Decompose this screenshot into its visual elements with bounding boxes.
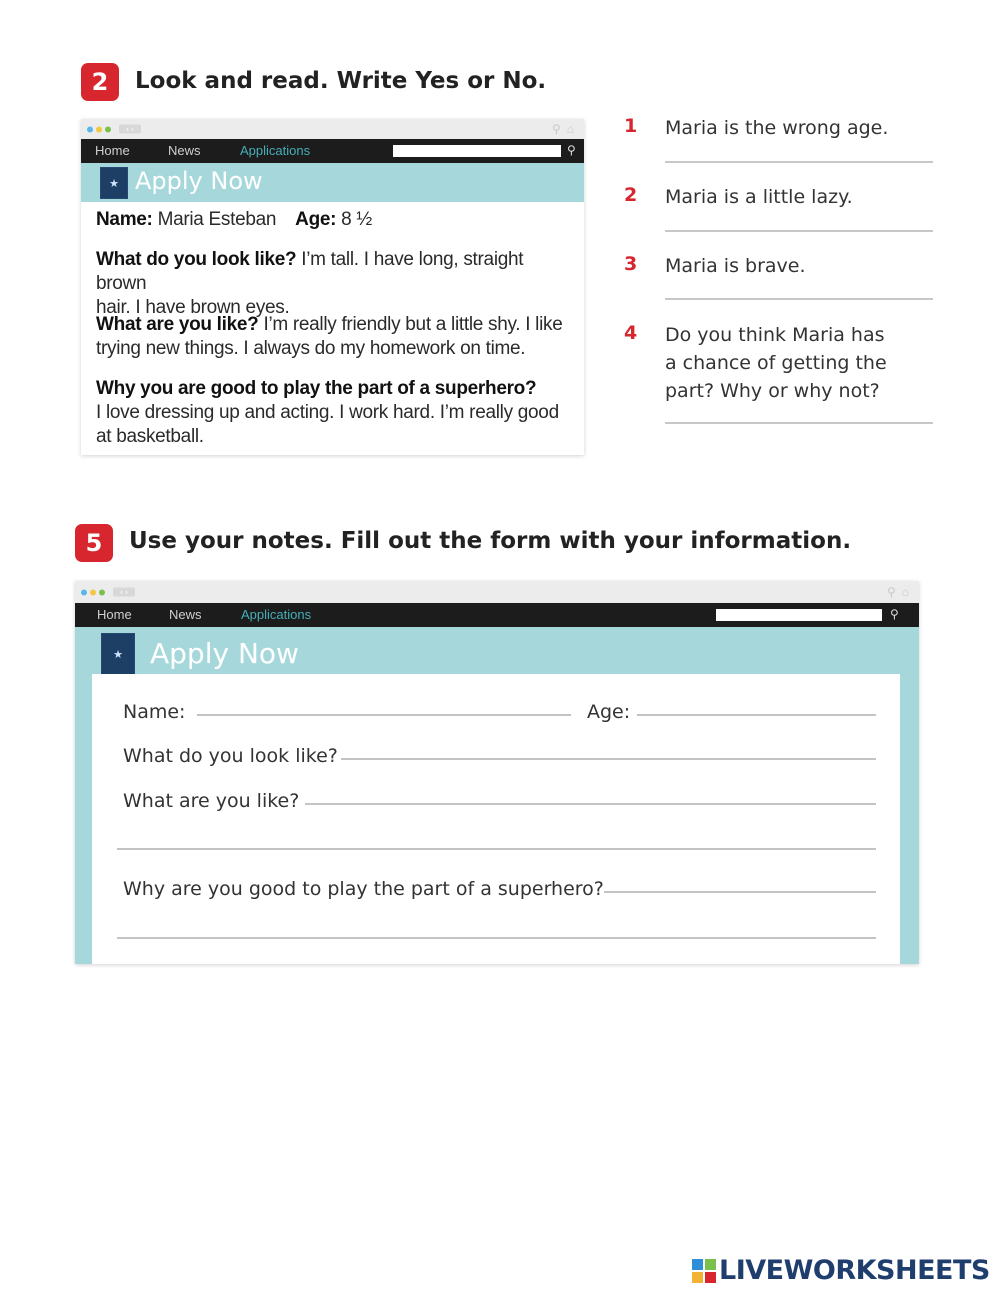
look-input-line[interactable]	[341, 758, 876, 760]
question-number: 2	[624, 184, 638, 206]
application-form	[92, 674, 900, 964]
yellow-dot-icon	[90, 589, 96, 595]
logo-square-icon	[692, 1272, 703, 1283]
exercise-2-badge	[81, 63, 119, 101]
logo-square-icon	[692, 1259, 703, 1270]
age-value: 8 ½	[341, 209, 372, 230]
question-number: 1	[624, 115, 638, 137]
like-extra-input-line[interactable]	[117, 848, 876, 850]
apply-now-banner	[75, 627, 919, 964]
form-name-label: Name:	[123, 701, 186, 723]
form-look-label: What do you look like?	[123, 745, 338, 767]
home-icon: ⌂	[901, 585, 909, 599]
answer-line[interactable]	[665, 298, 933, 300]
blue-dot-icon	[81, 589, 87, 595]
magnifier-icon: ⚲	[886, 585, 896, 599]
browser-nav-bar	[81, 139, 584, 163]
nav-news: News	[168, 143, 201, 158]
personality-text-1: I’m really friendly but a little shy. I like	[263, 314, 563, 335]
form-why-label: Why are you good to play the part of a superhero?	[123, 878, 604, 900]
answer-line[interactable]	[665, 422, 933, 424]
window-controls	[81, 588, 135, 597]
like-input-line[interactable]	[305, 803, 876, 805]
green-dot-icon	[105, 126, 111, 132]
personality-text-2: trying new things. I always do my homework on time.	[96, 338, 526, 359]
back-forward-arrows-icon: ‹ ›	[119, 125, 141, 134]
superhero-star-logo-icon: ★	[101, 633, 135, 675]
liveworksheets-logo-icon	[692, 1259, 716, 1283]
question-text: Maria is brave.	[665, 255, 806, 277]
liveworksheets-brand	[692, 1255, 990, 1286]
window-controls	[87, 125, 141, 134]
exercise-5-number: 5	[85, 529, 103, 557]
look-like-question: What do you look like?	[96, 249, 297, 270]
question-text: Maria is a little lazy.	[665, 186, 853, 208]
look-like-text-2: hair. I have brown eyes.	[96, 297, 290, 318]
why-input-line[interactable]	[604, 891, 876, 893]
nav-home: Home	[97, 607, 132, 622]
browser-search-box	[716, 609, 882, 621]
superhero-answer	[96, 377, 576, 449]
look-like-answer	[96, 248, 576, 320]
superhero-question: Why you are good to play the part of a superhero?	[96, 378, 537, 399]
why-extra-input-line[interactable]	[117, 937, 876, 939]
question-text-line: Do you think Maria has	[665, 324, 885, 346]
browser-search-box	[393, 145, 561, 157]
yellow-dot-icon	[96, 126, 102, 132]
personality-answer	[96, 313, 576, 361]
age-input-line[interactable]	[637, 714, 876, 716]
brand-name: LIVEWORKSHEETS	[719, 1255, 990, 1286]
browser-nav-bar	[75, 603, 919, 627]
form-age-label: Age:	[587, 701, 631, 723]
age-label: Age:	[295, 209, 337, 230]
nav-applications: Applications	[240, 143, 311, 158]
browser-top-icons	[887, 585, 909, 599]
exercise-2-number: 2	[91, 68, 109, 96]
maria-name-age-line	[96, 208, 576, 232]
maria-application-browser	[81, 119, 584, 455]
search-icon: ⚲	[890, 607, 899, 621]
home-icon: ⌂	[566, 122, 574, 136]
banner-title: Apply Now	[150, 637, 299, 670]
nav-applications: Applications	[241, 607, 312, 622]
back-forward-arrows-icon: ‹ ›	[113, 588, 135, 597]
question-text-line: part? Why or why not?	[665, 380, 880, 402]
search-icon: ⚲	[567, 143, 576, 157]
name-label: Name:	[96, 209, 153, 230]
answer-line[interactable]	[665, 230, 933, 232]
name-value: Maria Esteban	[157, 209, 277, 230]
apply-now-banner	[81, 163, 584, 202]
question-number: 3	[624, 253, 638, 275]
logo-square-icon	[705, 1259, 716, 1270]
magnifier-icon: ⚲	[551, 122, 561, 136]
superhero-text-2: at basketball.	[96, 426, 204, 447]
superhero-star-logo-icon: ★	[100, 167, 128, 199]
question-text-line: a chance of getting the	[665, 352, 887, 374]
question-text: Maria is the wrong age.	[665, 117, 889, 139]
banner-title: Apply Now	[135, 167, 263, 195]
exercise-2-title: Look and read. Write Yes or No.	[135, 68, 547, 94]
question-text	[665, 321, 933, 405]
nav-home: Home	[95, 143, 130, 158]
personality-question: What are you like?	[96, 314, 259, 335]
form-like-label: What are you like?	[123, 790, 300, 812]
look-like-text-1: I’m tall. I have long, straight brown	[96, 249, 524, 294]
browser-top-bar	[75, 581, 919, 603]
blue-dot-icon	[87, 126, 93, 132]
answer-line[interactable]	[665, 161, 933, 163]
logo-square-icon	[705, 1272, 716, 1283]
question-number: 4	[624, 322, 638, 344]
superhero-text-1: I love dressing up and acting. I work hard. I’m really good	[96, 402, 559, 423]
exercise-5-title: Use your notes. Fill out the form with your information.	[129, 528, 852, 554]
name-input-line[interactable]	[197, 714, 571, 716]
browser-top-bar	[81, 119, 584, 139]
green-dot-icon	[99, 589, 105, 595]
exercise-5-badge	[75, 524, 113, 562]
browser-top-icons	[552, 122, 574, 136]
nav-news: News	[169, 607, 202, 622]
form-browser	[75, 581, 919, 964]
